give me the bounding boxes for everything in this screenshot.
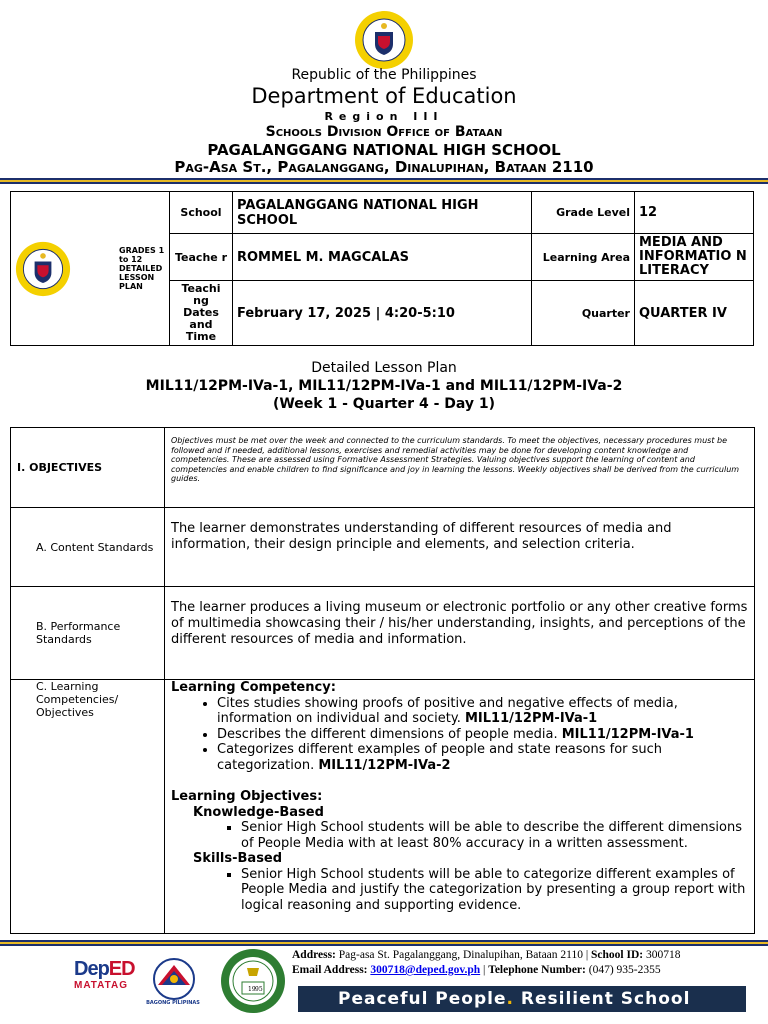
motto-dot: . bbox=[506, 989, 514, 1009]
deped-logo-dep: Dep bbox=[74, 958, 109, 980]
footer-divider bbox=[0, 940, 768, 946]
info-table bbox=[10, 191, 754, 346]
plan-title: Detailed Lesson Plan bbox=[311, 360, 457, 376]
competency-text: Categorizes different examples of people and state reasons for such categorization. bbox=[217, 742, 663, 773]
seal-year-a: 19 bbox=[248, 986, 256, 993]
plan-codes: MIL11/12PM-IVa-1, MIL11/12PM-IVa-1 and MIL11/12PM-IVa-2 bbox=[145, 378, 623, 394]
teacher-label: Teache r bbox=[170, 234, 233, 281]
deped-matatag-logo bbox=[74, 958, 135, 992]
deped-seal-icon bbox=[15, 241, 71, 297]
knowledge-list bbox=[171, 820, 748, 851]
phone-label: Telephone Number: bbox=[488, 964, 586, 976]
content-standards-text: The learner demonstrates understanding of different resources of media and information, their design principle and elements, and selection criteria. bbox=[165, 508, 755, 587]
knowledge-heading: Knowledge-Based bbox=[193, 804, 324, 820]
objectives-label: I. OBJECTIVES bbox=[11, 428, 165, 508]
email-label: Email Address: bbox=[292, 964, 368, 976]
address-value: Pag-asa St. Pagalanggang, Dinalupihan, Bataan 2110 | bbox=[335, 949, 592, 961]
grades-label: GRADES 1 to 12 DETAILED LESSON PLAN bbox=[115, 192, 170, 346]
matatag-text: MATATAG bbox=[74, 980, 129, 991]
competency-code: MIL11/12PM-IVa-1 bbox=[464, 711, 598, 726]
school-id-label: School ID: bbox=[591, 949, 644, 961]
learning-area-value: MEDIA AND INFORMATIO N LITERACY bbox=[635, 234, 754, 281]
plan-week: (Week 1 - Quarter 4 - Day 1) bbox=[272, 396, 496, 412]
region-text: Region III bbox=[324, 110, 444, 123]
competency-text: Describes the different dimensions of people media. bbox=[217, 726, 562, 742]
deped-seal-icon bbox=[354, 10, 414, 70]
school-value: PAGALANGGANG NATIONAL HIGH SCHOOL bbox=[233, 192, 532, 234]
school-name-text: PAGALANGGANG NATIONAL HIGH SCHOOL bbox=[207, 141, 561, 159]
performance-standards-label: B. Performance Standards bbox=[11, 587, 165, 680]
motto-part-a: Peaceful People bbox=[338, 989, 507, 1009]
dates-value: February 17, 2025 | 4:20-5:10 bbox=[233, 281, 532, 346]
quarter-value: QUARTER IV bbox=[635, 281, 754, 346]
list-item: ▪ Senior High School students will be able to describe the different dimensions of People Media with at least 80% accuracy in a written assessment. bbox=[241, 820, 748, 851]
content-standards-label: A. Content Standards bbox=[11, 508, 165, 587]
republic-text: Republic of the Philippines bbox=[291, 67, 477, 83]
competency-heading: Learning Competency: bbox=[171, 680, 336, 695]
competency-text: Cites studies showing proofs of positive and negative effects of media, information on individual and society. bbox=[217, 695, 678, 726]
objectives-note: Objectives must be met over the week and connected to the curriculum standards. To meet the objectives, necessary procedures must be followed and if needed, additional lessons, exercises and remedial activities may be done for developing content knowledge and competencies. These are assessed using Formative Assessment Strategies. Valuing objectives support the learning of content and competencies and enable children to find significance and joy in learning the lessons. Weekly objectives shall be derived from the curriculum guides. bbox=[165, 428, 755, 508]
footer-contact: Address: Pag-asa St. Pagalanggang, Dinalupihan, Bataan 2110 | School ID: 300718 Email Address: 300718@deped.gov.ph | Telephone Number: (047) 935-2355 bbox=[292, 949, 681, 976]
learning-area-label: Learning Area bbox=[532, 234, 635, 281]
dates-label: Teachi ng Dates and Time bbox=[170, 281, 233, 346]
seal-cell bbox=[11, 192, 116, 346]
school-seal-icon bbox=[220, 948, 286, 1014]
division-text: Schools Division Office of Bataan bbox=[265, 124, 503, 140]
competency-code: MIL11/12PM-IVa-1 bbox=[561, 726, 694, 742]
list-item bbox=[217, 696, 748, 727]
address-label: Address: bbox=[292, 949, 336, 961]
competency-list bbox=[171, 696, 748, 774]
competencies-cell bbox=[165, 680, 755, 934]
grade-level-value: 12 bbox=[635, 192, 754, 234]
skills-heading: Skills-Based bbox=[193, 851, 283, 866]
teacher-value: ROMMEL M. MAGCALAS bbox=[233, 234, 532, 281]
phone-value: (047) 935-2355 bbox=[585, 964, 661, 976]
motto-banner bbox=[298, 986, 746, 1012]
list-item bbox=[217, 742, 748, 773]
competencies-label: C. Learning Competencies/ Objectives bbox=[11, 680, 165, 934]
competency-code: MIL11/12PM-IVa-2 bbox=[318, 757, 451, 773]
performance-standards-text: The learner produces a living museum or electronic portfolio or any other creative forms of multimedia showcasing their / his/her understanding, insights, and perceptions of the different resources of media and information. bbox=[165, 587, 755, 680]
grade-level-label: Grade Level bbox=[532, 192, 635, 234]
school-id-value: 300718 bbox=[643, 949, 681, 961]
school-address-text: Pag-Asa St., Pagalanggang, Dinalupihan, Bataan 2110 bbox=[174, 158, 594, 176]
school-label: School bbox=[170, 192, 233, 234]
list-item: ▪ Senior High School students will be able to categorize different examples of People Media and justify the categorization by presenting a group report with logical reasoning and supporting evidence. bbox=[241, 867, 748, 914]
deped-logo-ed: ED bbox=[108, 958, 135, 980]
seal-year-b: 95 bbox=[255, 986, 263, 993]
list-item bbox=[217, 727, 748, 743]
objectives-table bbox=[10, 427, 755, 934]
objectives-heading: Learning Objectives: bbox=[171, 789, 323, 804]
bagong-pilipinas-text: BAGONG PILIPINAS bbox=[146, 1000, 200, 1006]
skills-list bbox=[171, 867, 748, 914]
header-divider bbox=[0, 178, 768, 184]
email-link[interactable]: 300718@deped.gov.ph bbox=[370, 964, 481, 976]
quarter-label: Quarter bbox=[532, 281, 635, 346]
department-text: Department of Education bbox=[251, 84, 517, 108]
motto-part-b: Resilient School bbox=[513, 989, 691, 1009]
